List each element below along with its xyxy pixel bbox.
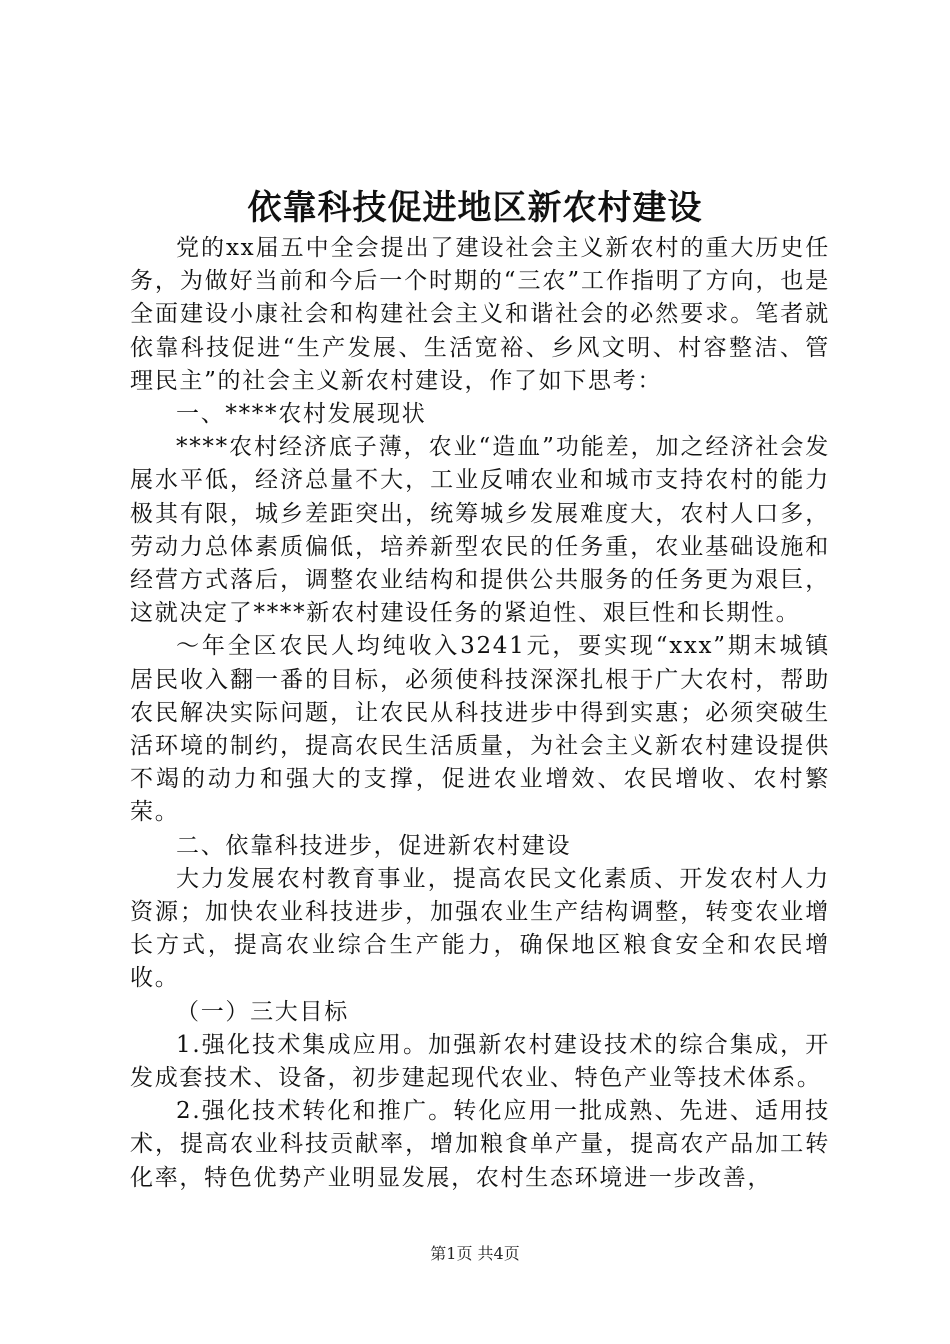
- subsection-heading-goals: （一）三大目标: [176, 998, 349, 1025]
- page-footer: 第1页 共4页: [430, 1244, 520, 1263]
- status-paragraph: ****农村经济底子薄，农业“造血”功能差，加之经济社会发展水平低，经济总量不大，工业反哺农业和城市支持农村的能力极其有限，城乡差距突出，统筹城乡发展难度大，农村人口多，劳动力总体素质偏低，培养新型农民的任务重，农业基础设施和经营方式落后，调整农业结构和提供公共服务的任务更为艰巨，这就决定了****新农村建设任务的紧迫性、艰巨性和长期性。: [130, 434, 830, 627]
- intro-paragraph: 党的xx届五中全会提出了建设社会主义新农村的重大历史任务，为做好当前和今后一个时期的“三农”工作指明了方向，也是全面建设小康社会和构建社会主义和谐社会的必然要求。笔者就依靠科技促进“生产发展、生活宽裕、乡风文明、村容整洁、管理民主”的社会主义新农村建设，作了如下思考：: [130, 235, 830, 394]
- section-heading-1: 一、****农村发展现状: [176, 401, 427, 428]
- goal-item-1: 1.强化技术集成应用。加强新农村建设技术的综合集成，开发成套技术、设备，初步建起现代农业、特色产业等技术体系。: [130, 1031, 830, 1092]
- document-body: [130, 232, 830, 1195]
- section-heading-2: 二、依靠科技进步，促进新农村建设: [176, 832, 572, 859]
- strategy-paragraph: 大力发展农村教育事业，提高农民文化素质、开发农村人力资源；加快农业科技进步，加强农业生产结构调整，转变农业增长方式，提高农业综合生产能力，确保地区粮食安全和农民增收。: [130, 865, 830, 992]
- income-paragraph: ～年全区农民人均纯收入3241元，要实现“xxx”期末城镇居民收入翻一番的目标，必须使科技深深扎根于广大农村，帮助农民解决实际问题，让农民从科技进步中得到实惠；必须突破生活环境的制约，提高农民生活质量，为社会主义新农村建设提供不竭的动力和强大的支撑，促进农业增效、农民增收、农村繁荣。: [130, 633, 830, 826]
- document-title: 依靠科技促进地区新农村建设: [247, 188, 703, 228]
- goal-item-2: 2.强化技术转化和推广。转化应用一批成熟、先进、适用技术，提高农业科技贡献率，增加粮食单产量，提高农产品加工转化率，特色优势产业明显发展，农村生态环境进一步改善，: [130, 1098, 830, 1191]
